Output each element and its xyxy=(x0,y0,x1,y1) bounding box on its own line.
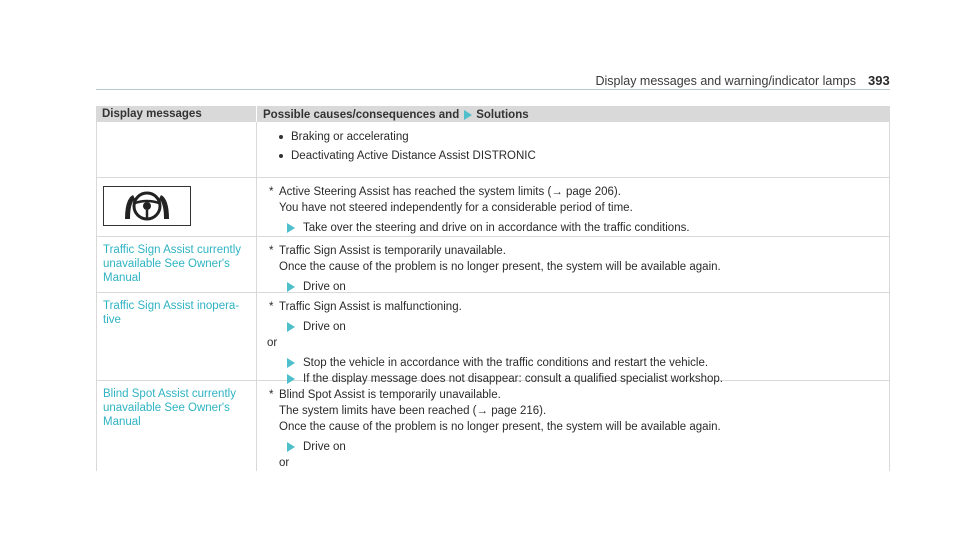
table-header xyxy=(96,106,890,122)
cause-cell xyxy=(256,237,890,292)
solution-text: Drive on xyxy=(303,441,346,453)
solution-text: Drive on xyxy=(303,281,346,293)
cause-text: The system limits have been reached (→ page 216). xyxy=(279,405,547,417)
cause-text: * Blind Spot Assist is temporarily unavailable. xyxy=(267,387,881,403)
solution-step xyxy=(267,220,881,236)
solution-step xyxy=(267,355,881,371)
solution-step xyxy=(267,439,881,455)
arrow-right-icon xyxy=(287,358,295,368)
table-row xyxy=(96,122,890,178)
col-header-causes-label: Possible causes/consequences and xyxy=(263,109,460,121)
cause-cell xyxy=(256,293,890,385)
cause-text: You have not steered independently for a considerable period of time. xyxy=(279,202,633,214)
table-row xyxy=(96,178,890,237)
message-cell xyxy=(96,237,256,292)
arrow-right-icon xyxy=(287,374,295,384)
message-cell xyxy=(96,178,256,236)
cause-cell xyxy=(256,381,890,471)
arrow-right-icon xyxy=(287,282,295,292)
col-header-display-messages: Display messages xyxy=(102,108,202,120)
running-header: Display messages and warning/indicator lamps xyxy=(595,74,856,88)
cause-text: Once the cause of the problem is no longer present, the system will be available again. xyxy=(279,261,721,273)
solution-text: If the display message does not disappear: consult a qualified specialist workshop. xyxy=(303,373,723,385)
messages-table xyxy=(96,106,890,471)
list-item: Braking or accelerating xyxy=(267,129,881,145)
table-row xyxy=(96,293,890,385)
cause-text: * Traffic Sign Assist is malfunctioning. xyxy=(267,299,881,315)
header-rule xyxy=(96,89,890,90)
table-row xyxy=(96,237,890,293)
steering-wheel-hands-icon xyxy=(103,186,191,226)
cause-text: Once the cause of the problem is no longer present, the system will be available again. xyxy=(279,421,721,433)
col-header-solutions-label: Solutions xyxy=(476,109,529,121)
or-text: or xyxy=(267,337,278,349)
solution-step xyxy=(267,279,881,295)
cause-text: * Active Steering Assist has reached the system limits (→ page 206). xyxy=(267,184,881,200)
page-number: 393 xyxy=(868,73,890,88)
or-text: or xyxy=(279,457,290,469)
display-message: Blind Spot Assist currently unavailable See Owner's Manual xyxy=(103,388,236,428)
message-cell xyxy=(96,122,256,177)
message-cell xyxy=(96,381,256,471)
display-message: Traffic Sign Assist currently unavailable See Owner's Manual xyxy=(103,244,242,284)
list-item: Deactivating Active Distance Assist DISTRONIC xyxy=(267,148,881,164)
arrow-right-icon xyxy=(287,322,295,332)
solution-step xyxy=(267,319,881,335)
solution-step xyxy=(267,371,881,387)
message-cell xyxy=(96,293,256,380)
cause-cell xyxy=(256,178,890,236)
cause-cell xyxy=(256,122,890,177)
col-header-causes-solutions xyxy=(256,106,890,122)
display-message: Traffic Sign Assist inopera-tive xyxy=(103,300,240,326)
arrow-right-icon xyxy=(287,442,295,452)
solution-text: Take over the steering and drive on in accordance with the traffic conditions. xyxy=(303,222,690,234)
table-row xyxy=(96,381,890,471)
arrow-right-icon xyxy=(287,223,295,233)
solution-text: Drive on xyxy=(303,321,346,333)
cause-text: * Traffic Sign Assist is temporarily unavailable. xyxy=(267,243,881,259)
arrow-right-icon xyxy=(464,110,472,120)
solution-text: Stop the vehicle in accordance with the traffic conditions and restart the vehicle. xyxy=(303,357,709,369)
